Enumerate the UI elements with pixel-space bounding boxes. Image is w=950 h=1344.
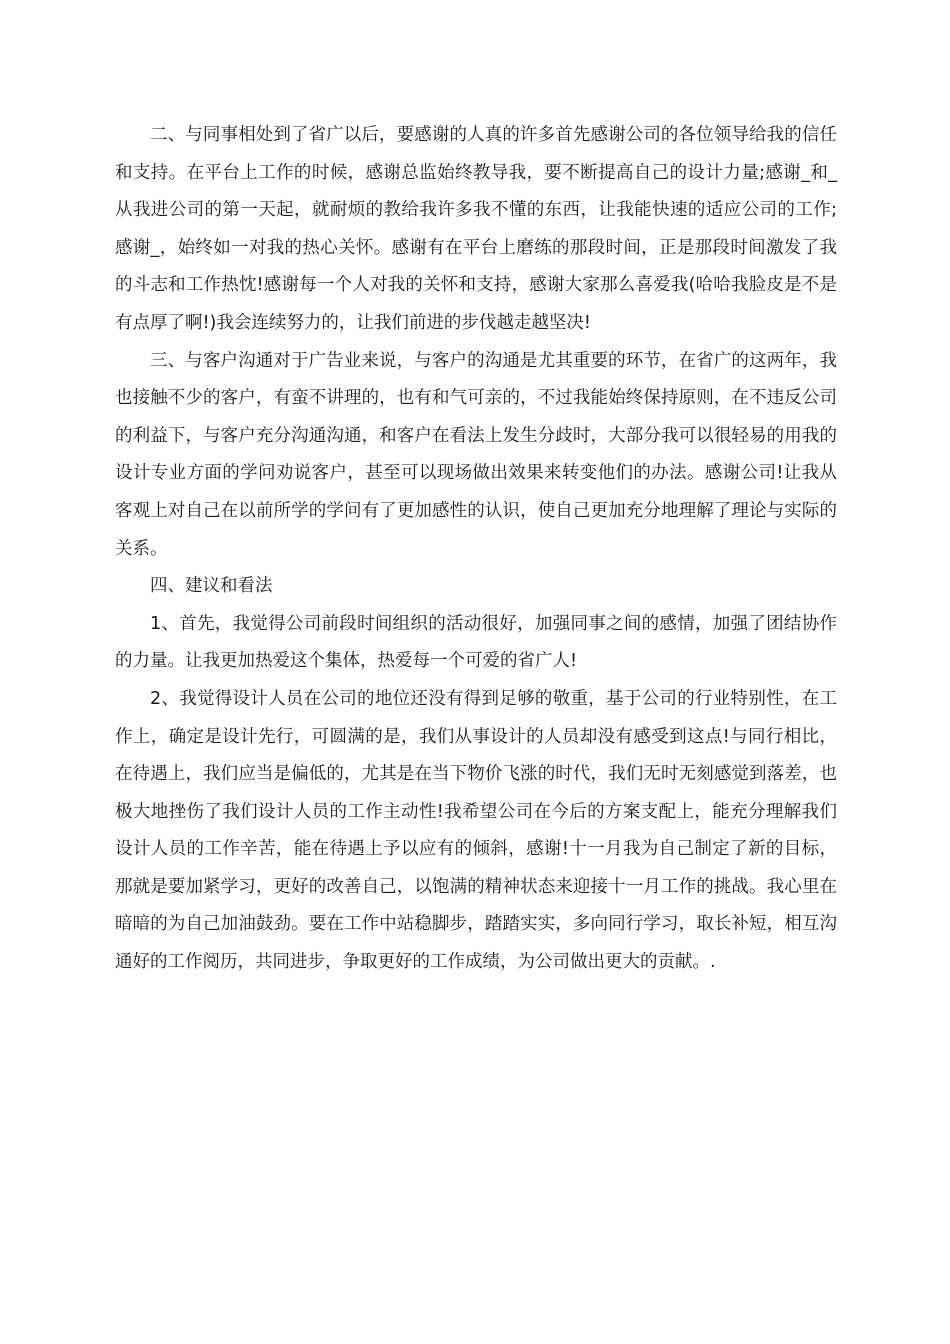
document-body (115, 117, 837, 982)
paragraph-clients: 三、与客户沟通对于广告业来说，与客户的沟通是尤其重要的环节，在省广的这两年，我也接触不少的客户，有蛮不讲理的，也有和气可亲的，不过我能始终保持原则，在不违反公司的利益下，与客户充分沟通沟通，和客户在看法上发生分歧时，大部分我可以很轻易的用我的设计专业方面的学问劝说客户，甚至可以现场做出效果来转变他们的办法。感谢公司!让我从客观上对自己在以前所学的学问有了更加感性的认识，使自己更加充分地理解了理论与实际的关系。 (115, 350, 837, 559)
paragraph-colleagues: 二、与同事相处到了省广以后，要感谢的人真的许多首先感谢公司的各位领导给我的信任和支持。在平台上工作的时候，感谢总监始终教导我，要不断提高自己的设计力量;感谢_和_从我进公司的第一天起，就耐烦的教给我许多我不懂的东西，让我能快速的适应公司的工作;感谢_，始终如一对我的热心关怀。感谢有在平台上磨练的那段时间，正是那段时间激发了我的斗志和工作热忱!感谢每一个人对我的关怀和支持，感谢大家那么喜爱我(哈哈我脸皮是不是有点厚了啊!)我会连续努力的，让我们前进的步伐越走越坚决! (115, 125, 837, 333)
section-heading-suggestions: 四、建议和看法 (150, 576, 273, 597)
paragraph-suggestion-1: 1、首先，我觉得公司前段时间组织的活动很好，加强同事之间的感情，加强了团结协作的力量。让我更加热爱这个集体，热爱每一个可爱的省广人! (115, 613, 837, 672)
paragraph-suggestion-2: 2、我觉得设计人员在公司的地位还没有得到足够的敬重，基于公司的行业特别性，在工作上，确定是设计先行，可圆满的是，我们从事设计的人员却没有感受到这点!与同行相比，在待遇上，我们应当是偏低的，尤其是在当下物价飞涨的时代，我们无时无刻感觉到落差，也极大地挫伤了我们设计人员的工作主动性!我希望公司在今后的方案支配上，能充分理解我们设计人员的工作辛苦，能在待遇上予以应有的倾斜，感谢!十一月我为自己制定了新的目标，那就是要加紧学习，更好的改善自己，以饱满的精神状态来迎接十一月工作的挑战。我心里在暗暗的为自己加油鼓劲。要在工作中站稳脚步，踏踏实实，多向同行学习，取长补短，相互沟通好的工作阅历，共同进步，争取更好的工作成绩，为公司做出更大的贡献。. (115, 688, 837, 973)
